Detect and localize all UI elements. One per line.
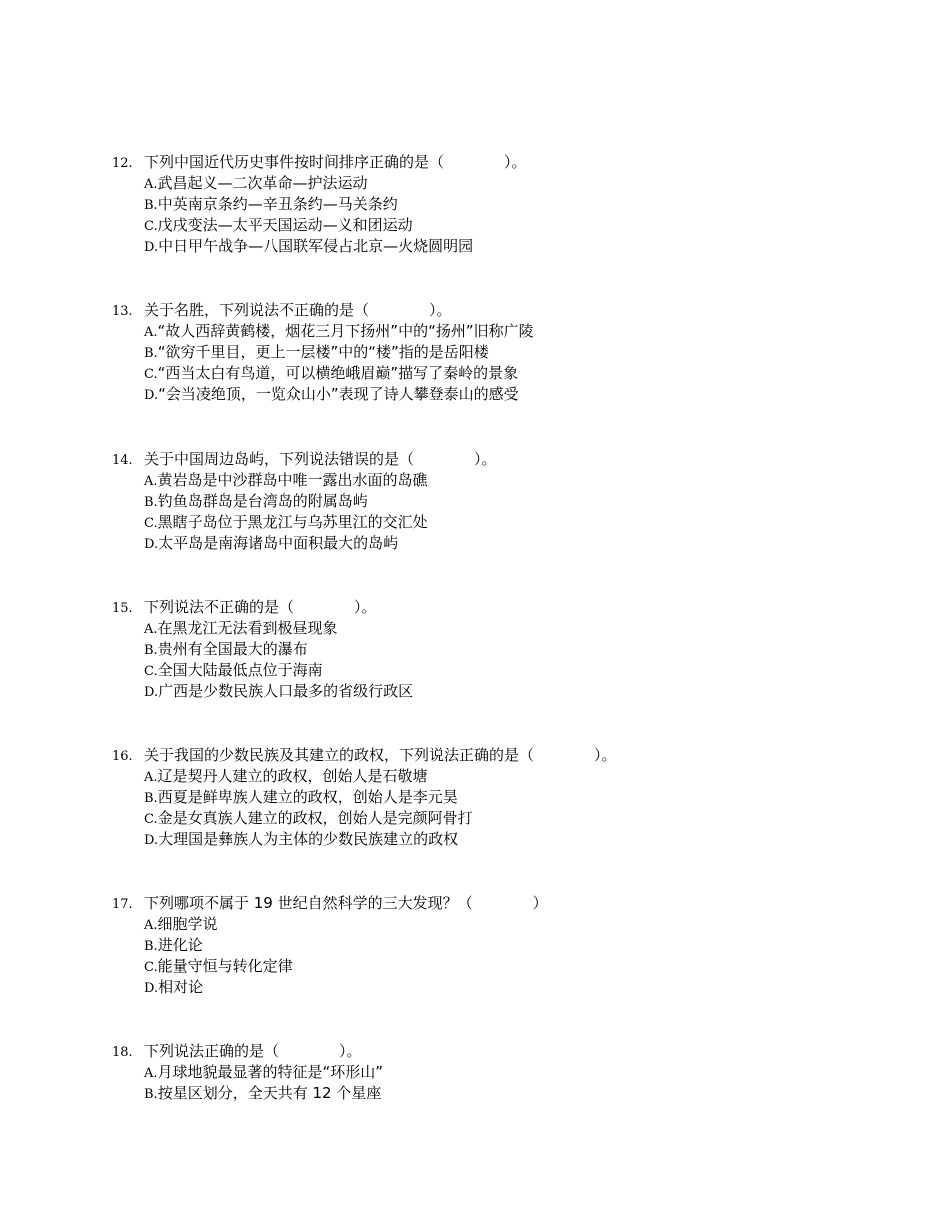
option-label: B. [144,643,158,658]
question-number: 12. [112,156,133,171]
option-text: 戊戌变法—太平天国运动—义和团运动 [157,216,413,234]
option-b [112,787,912,808]
option-label: A. [144,918,158,933]
option-text: 中英南京条约—辛丑条约—马关条约 [157,195,398,213]
question-number: 17. [112,897,133,912]
question-stem [112,893,912,914]
question-17 [112,893,912,998]
question-text: 下列中国近代历史事件按时间排序正确的是（ ）。 [144,153,527,171]
option-a [112,173,912,194]
option-c [112,363,912,384]
question-stem [112,449,912,470]
option-d [112,533,912,554]
option-label: B. [144,495,158,510]
option-d [112,829,912,850]
question-text: 下列说法不正确的是（ ）。 [144,598,377,616]
option-a [112,766,912,787]
question-text: 下列说法正确的是（ ）。 [144,1042,362,1060]
option-b [112,194,912,215]
option-text: “欲穷千里目，更上一层楼”中的“楼”指的是岳阳楼 [157,343,489,361]
option-text: 大理国是彝族人为主体的少数民族建立的政权 [158,830,459,848]
option-label: C. [144,516,158,531]
option-text: 细胞学说 [157,915,218,933]
option-c [112,808,912,829]
option-text: 钓鱼岛群岛是台湾岛的附属岛屿 [157,492,368,510]
question-16 [112,745,912,850]
option-a [112,321,912,342]
question-14 [112,449,912,554]
question-number: 13. [112,304,133,319]
option-label: C. [144,664,158,679]
question-text: 关于我国的少数民族及其建立的政权，下列说法正确的是（ ）。 [144,746,617,764]
option-text: 广西是少数民族人口最多的省级行政区 [158,682,414,700]
option-label: A. [144,1066,158,1081]
option-d [112,681,912,702]
option-text: 武昌起义—二次革命—护法运动 [157,174,368,192]
option-label: A. [144,622,158,637]
option-text: 西夏是鲜卑族人建立的政权，创始人是李元昊 [157,788,458,806]
option-label: B. [144,939,158,954]
option-a [112,914,912,935]
option-a [112,470,912,491]
question-15 [112,597,912,702]
option-text: 中日甲午战争—八国联军侵占北京—火烧圆明园 [158,237,474,255]
option-text: “故人西辞黄鹤楼，烟花三月下扬州”中的“扬州”旧称广陵 [157,322,534,340]
option-d [112,977,912,998]
option-label: D. [144,537,159,552]
option-label: D. [144,240,159,255]
question-stem [112,1041,912,1062]
question-stem [112,597,912,618]
option-b [112,342,912,363]
question-text: 关于名胜，下列说法不正确的是（ ）。 [144,301,452,319]
option-c [112,660,912,681]
question-12 [112,152,912,257]
option-text: 贵州有全国最大的瀑布 [157,640,308,658]
option-b [112,639,912,660]
option-label: A. [144,770,158,785]
question-number: 14. [112,453,133,468]
option-label: B. [144,1087,158,1102]
question-stem [112,300,912,321]
option-text: 辽是契丹人建立的政权，创始人是石敬塘 [157,767,428,785]
option-label: C. [144,367,158,382]
option-text: “西当太白有鸟道，可以横绝峨眉巅”描写了秦岭的景象 [157,364,519,382]
option-d [112,236,912,257]
option-label: A. [144,325,158,340]
option-text: 黄岩岛是中沙群岛中唯一露出水面的岛礁 [157,471,428,489]
option-text: 相对论 [158,978,204,996]
option-c [112,956,912,977]
option-text: 黑瞎子岛位于黑龙江与乌苏里江的交汇处 [157,513,428,531]
question-stem [112,152,912,173]
question-text: 关于中国周边岛屿，下列说法错误的是（ ）。 [144,450,497,468]
question-number: 15. [112,601,133,616]
option-b [112,935,912,956]
option-label: A. [144,177,158,192]
option-text: 金是女真族人建立的政权，创始人是完颜阿骨打 [157,809,473,827]
option-d [112,384,912,405]
option-text: 进化论 [157,936,203,954]
option-label: D. [144,981,159,996]
question-13 [112,300,912,405]
option-b [112,1083,912,1104]
question-stem [112,745,912,766]
option-label: D. [144,833,159,848]
option-label: D. [144,388,159,403]
option-c [112,512,912,533]
option-text: 太平岛是南海诸岛中面积最大的岛屿 [158,534,399,552]
option-text: 按星区划分，全天共有 12 个星座 [157,1084,382,1102]
option-b [112,491,912,512]
option-text: 在黑龙江无法看到极昼现象 [157,619,338,637]
question-text: 下列哪项不属于 19 世纪自然科学的三大发现？（ ） [144,894,548,912]
option-label: D. [144,685,159,700]
question-number: 18. [112,1045,133,1060]
option-a [112,618,912,639]
option-text: 全国大陆最低点位于海南 [157,661,323,679]
question-number: 16. [112,749,133,764]
option-text: 能量守恒与转化定律 [157,957,293,975]
option-c [112,215,912,236]
option-label: C. [144,812,158,827]
option-label: C. [144,219,158,234]
question-18 [112,1041,912,1104]
option-a [112,1062,912,1083]
option-label: B. [144,346,158,361]
option-label: A. [144,474,158,489]
option-text: “会当凌绝顶，一览众山小”表现了诗人攀登泰山的感受 [158,385,519,403]
option-label: B. [144,198,158,213]
option-label: C. [144,960,158,975]
option-label: B. [144,791,158,806]
option-text: 月球地貌最显著的特征是“环形山” [157,1063,384,1081]
